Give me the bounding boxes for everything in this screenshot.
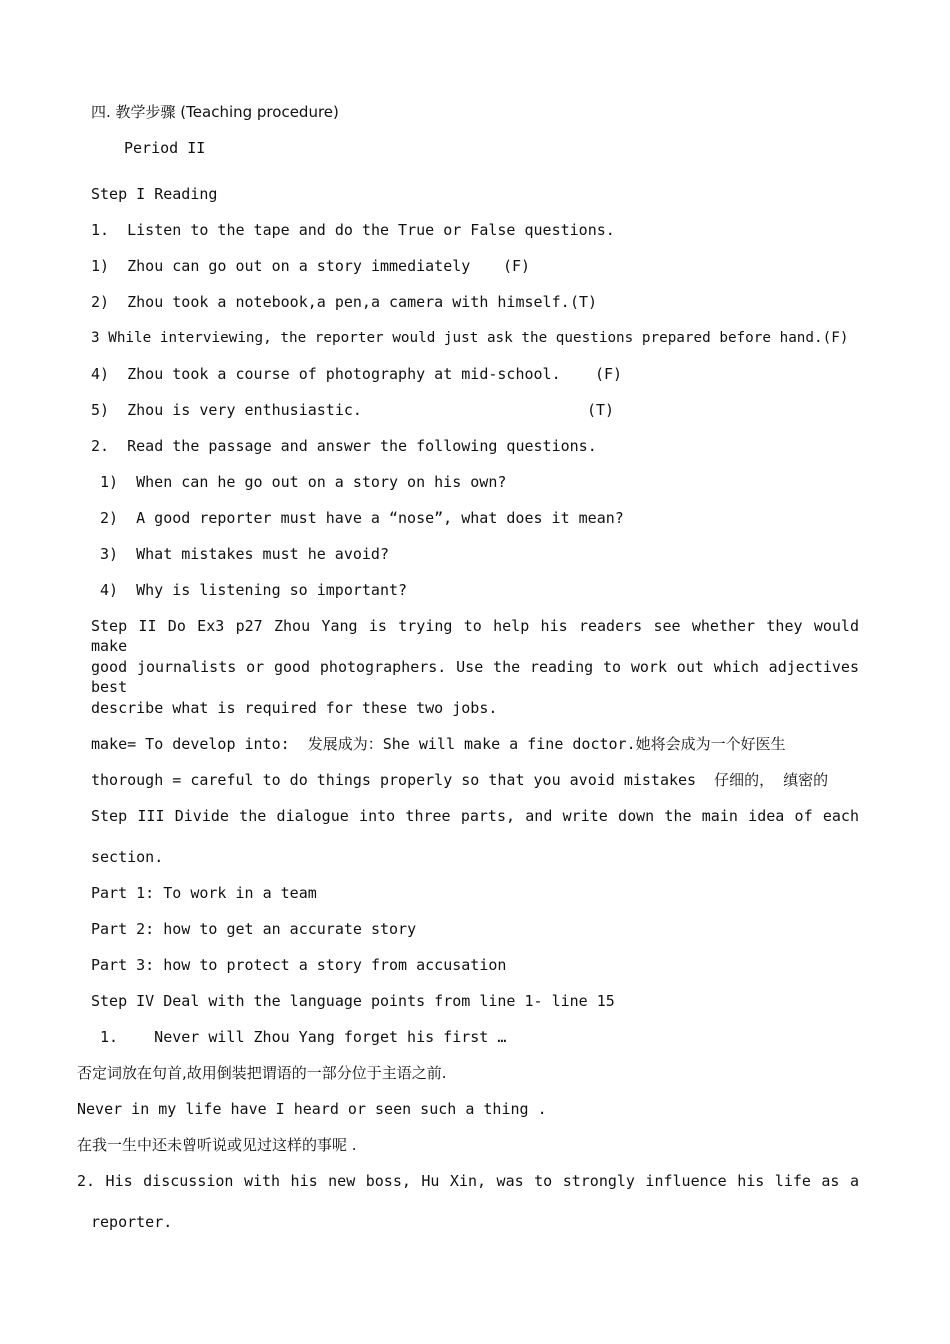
language-point-2: 2. His discussion with his new boss, Hu Xin, was to strongly influence his life as a: [77, 1172, 859, 1190]
step3-line2: section.: [91, 848, 164, 866]
question-1: 1) When can he go out on a story on his own?: [100, 473, 507, 491]
question-2: 2) A good reporter must have a “nose”, what does it mean?: [100, 509, 624, 527]
tf-item-5: 5) Zhou is very enthusiastic.: [91, 401, 362, 419]
part-1: Part 1: To work in a team: [91, 884, 317, 902]
question-4: 4) Why is listening so important?: [100, 581, 408, 599]
part-2: Part 2: how to get an accurate story: [91, 920, 417, 938]
example-sentence-1: Never in my life have I heard or seen such a thing .: [77, 1100, 547, 1118]
tf-answer-5: (T): [587, 401, 615, 419]
step2-line1: Step II Do Ex3 p27 Zhou Yang is trying to help his readers see whether they would make: [91, 617, 859, 655]
tf-item-1: 1) Zhou can go out on a story immediately: [91, 257, 471, 275]
vocab-make: make= To develop into: 发展成为：She will make a fine doctor.她将会成为一个好医生: [91, 735, 786, 753]
language-point-2-cont: reporter.: [91, 1213, 173, 1231]
tf-item-3: 3 While interviewing, the reporter would just ask the questions prepared before hand.(F): [91, 330, 849, 346]
tf-item-4: 4) Zhou took a course of photography at mid-school.: [91, 365, 561, 383]
part-3: Part 3: how to protect a story from accusation: [91, 956, 507, 974]
language-point-1: 1. Never will Zhou Yang forget his first …: [100, 1028, 507, 1046]
tf-answer-4: (F): [595, 365, 623, 383]
step2-line3: describe what is required for these two jobs.: [91, 699, 498, 717]
tf-answer-2: (T): [570, 293, 598, 311]
section-heading: 四. 教学步骤 (Teaching procedure): [91, 103, 339, 121]
period-label: Period II: [124, 139, 206, 157]
step2-line2: good journalists or good photographers. Use the reading to work out which adjectives best: [91, 658, 859, 696]
step1-task1: 1. Listen to the tape and do the True or False questions.: [91, 221, 615, 239]
translation-1: 在我一生中还未曾听说或见过这样的事呢 .: [77, 1136, 357, 1154]
step3-line1: Step III Divide the dialogue into three parts, and write down the main idea of each: [91, 807, 859, 825]
tf-item-2: 2) Zhou took a notebook,a pen,a camera with himself.: [91, 293, 570, 311]
step1-title: Step I Reading: [91, 185, 218, 203]
step4-title: Step IV Deal with the language points from line 1- line 15: [91, 992, 615, 1010]
vocab-thorough: thorough = careful to do things properly so that you avoid mistakes 仔细的， 缜密的: [91, 771, 829, 789]
question-3: 3) What mistakes must he avoid?: [100, 545, 389, 563]
tf-answer-1: (F): [503, 257, 531, 275]
step1-task2: 2. Read the passage and answer the following questions.: [91, 437, 597, 455]
grammar-note-1: 否定词放在句首,故用倒装把谓语的一部分位于主语之前.: [77, 1064, 447, 1082]
